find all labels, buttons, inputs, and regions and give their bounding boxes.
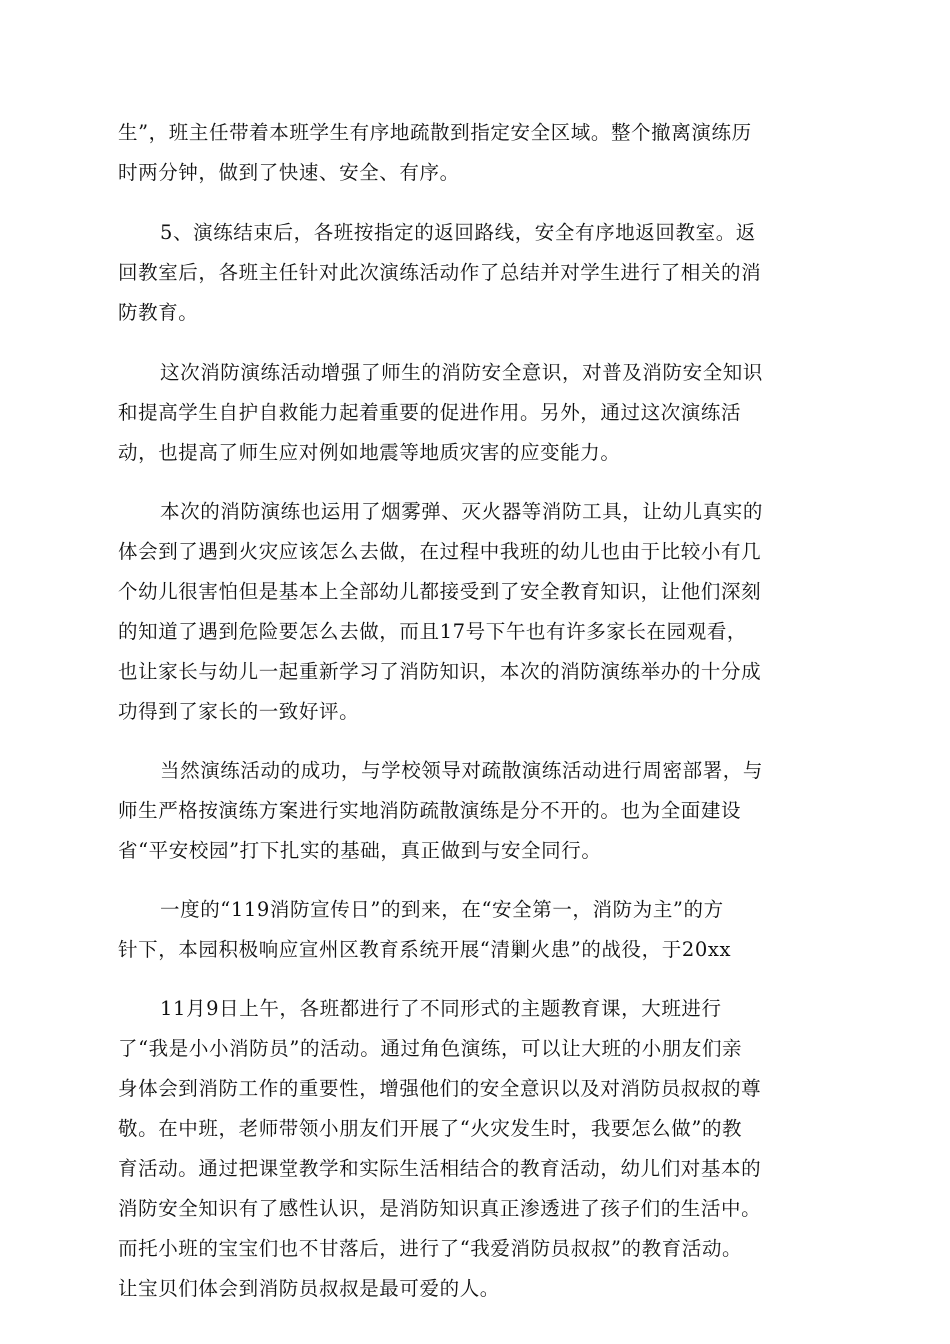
- text-line: 也让家长与幼儿一起重新学习了消防知识，本次的消防演练举办的十分成: [118, 660, 762, 683]
- paragraph-evacuation-end: [118, 113, 834, 193]
- text-line: 生”，班主任带着本班学生有序地疏散到指定安全区域。整个撤离演练历: [118, 121, 752, 144]
- text-line: 针下，本园积极响应宣州区教育系统开展“清剿火患”的战役，于20xx: [118, 938, 732, 961]
- text-line: 身体会到消防工作的重要性，增强他们的安全意识以及对消防员叔叔的尊: [118, 1077, 762, 1100]
- text-line: 让宝贝们体会到消防员叔叔是最可爱的人。: [118, 1277, 500, 1300]
- paragraph-class-activities: [118, 989, 834, 1309]
- text-line: 当然演练活动的成功，与学校领导对疏散演练活动进行周密部署，与: [160, 759, 764, 782]
- text-line: 了“我是小小消防员”的活动。通过角色演练，可以让大班的小朋友们亲: [118, 1037, 743, 1060]
- paragraph-drill-tools: [118, 492, 834, 732]
- text-line: 功得到了家长的一致好评。: [118, 700, 360, 723]
- text-line: 时两分钟，做到了快速、安全、有序。: [118, 161, 460, 184]
- text-line: 师生严格按演练方案进行实地消防疏散演练是分不开的。也为全面建设: [118, 799, 742, 822]
- paragraph-step-5: [118, 213, 834, 333]
- text-line: 而托小班的宝宝们也不甘落后，进行了“我爱消防员叔叔”的教育活动。: [118, 1237, 743, 1260]
- text-line: 的知道了遇到危险要怎么去做，而且17号下午也有许多家长在园观看，: [118, 620, 748, 643]
- paragraph-drill-effect: [118, 353, 834, 473]
- text-line: 这次消防演练活动增强了师生的消防安全意识，对普及消防安全知识: [160, 361, 764, 384]
- text-line: 回教室后，各班主任针对此次演练活动作了总结并对学生进行了相关的消: [118, 261, 762, 284]
- paragraph-119-day: [118, 890, 834, 970]
- text-line: 省“平安校园”打下扎实的基础，真正做到与安全同行。: [118, 839, 602, 862]
- text-line: 11月9日上午，各班都进行了不同形式的主题教育课，大班进行: [160, 997, 722, 1020]
- text-line: 本次的消防演练也运用了烟雾弹、灭火器等消防工具，让幼儿真实的: [160, 500, 764, 523]
- text-line: 消防安全知识有了感性认识，是消防知识真正渗透进了孩子们的生活中。: [118, 1197, 762, 1220]
- paragraph-success: [118, 751, 834, 871]
- text-line: 防教育。: [118, 301, 199, 324]
- text-line: 动，也提高了师生应对例如地震等地质灾害的应变能力。: [118, 441, 621, 464]
- text-line: 和提高学生自护自救能力起着重要的促进作用。另外，通过这次演练活: [118, 401, 742, 424]
- text-line: 体会到了遇到火灾应该怎么去做，在过程中我班的幼儿也由于比较小有几: [118, 540, 762, 563]
- text-line: 5、演练结束后，各班按指定的返回路线，安全有序地返回教室。返: [160, 221, 756, 244]
- text-line: 敬。在中班，老师带领小朋友们开展了“火灾发生时，我要怎么做”的教: [118, 1117, 743, 1140]
- text-line: 育活动。通过把课堂教学和实际生活相结合的教育活动，幼儿们对基本的: [118, 1157, 762, 1180]
- text-line: 一度的“119消防宣传日”的到来，在“安全第一，消防为主”的方: [160, 898, 724, 921]
- text-line: 个幼儿很害怕但是基本上全部幼儿都接受到了安全教育知识，让他们深刻: [118, 580, 762, 603]
